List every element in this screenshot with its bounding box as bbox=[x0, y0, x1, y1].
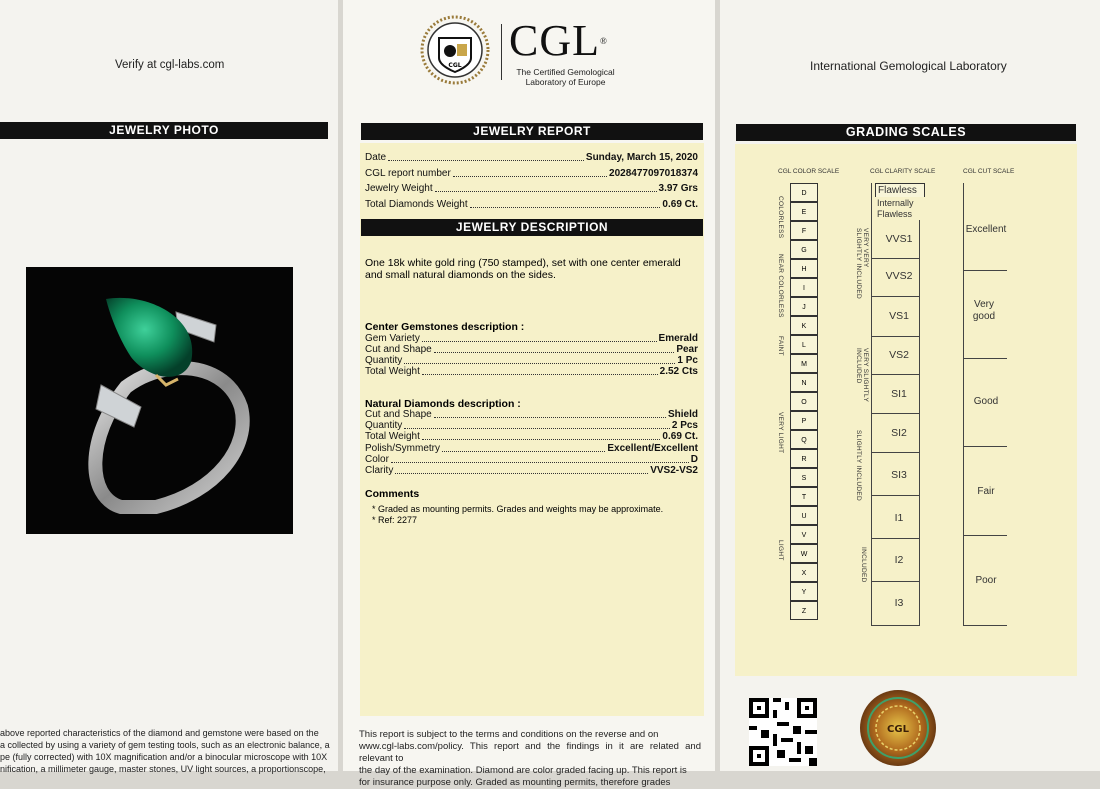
natural-row-clarity: Clarity VVS2-VS2 bbox=[365, 465, 698, 476]
brand-subtitle: The Certified Gemological Laboratory of Europe bbox=[516, 67, 615, 87]
verify-text: Verify at cgl-labs.com bbox=[115, 59, 225, 71]
cut-divider bbox=[963, 270, 1007, 271]
cut-bottom bbox=[963, 625, 1007, 626]
jewelry-photo-header: JEWELRY PHOTO bbox=[0, 122, 328, 139]
clarity-divider bbox=[871, 258, 920, 259]
cgl-seal-logo bbox=[419, 14, 491, 86]
natural-row-polish: Polish/Symmetry Excellent/Excellent bbox=[365, 443, 698, 454]
clarity-grade: I1 bbox=[894, 512, 904, 524]
color-grade: S bbox=[790, 468, 818, 487]
clarity-grade: VS1 bbox=[889, 310, 909, 322]
clarity-group-si: SLIGHTLY INCLUDED bbox=[855, 430, 862, 501]
clarity-divider bbox=[871, 374, 920, 375]
color-group-very-light: VERY LIGHT bbox=[777, 412, 784, 454]
color-grade: X bbox=[790, 563, 818, 582]
hologram-seal bbox=[858, 688, 938, 768]
report-row-number: CGL report number 2028477097018374 bbox=[365, 168, 698, 179]
color-scale-title: CGL COLOR SCALE bbox=[778, 168, 840, 175]
cut-grade: Fair bbox=[977, 486, 995, 497]
color-grade: Z bbox=[790, 601, 818, 620]
jewelry-report-header: JEWELRY REPORT bbox=[361, 123, 703, 140]
clarity-divider bbox=[871, 581, 920, 582]
color-grade: Q bbox=[790, 430, 818, 449]
cut-divider bbox=[963, 535, 1007, 536]
clarity-grade: SI1 bbox=[891, 388, 907, 400]
lab-name: International Gemological Laboratory bbox=[810, 59, 1007, 73]
jewelry-description-header: JEWELRY DESCRIPTION bbox=[361, 219, 703, 236]
color-grade: T bbox=[790, 487, 818, 506]
clarity-bottom bbox=[871, 625, 920, 626]
color-grade: I bbox=[790, 278, 818, 297]
color-grade: V bbox=[790, 525, 818, 544]
color-grade: H bbox=[790, 259, 818, 278]
brand-name: CGL® bbox=[509, 16, 608, 65]
right-panel bbox=[720, 0, 1100, 771]
report-row-date: Date Sunday, March 15, 2020 bbox=[365, 152, 698, 163]
comment-2: * Ref: 2277 bbox=[372, 515, 418, 525]
clarity-internally-flawless: Internally Flawless bbox=[877, 198, 914, 219]
center-row-variety: Gem Variety Emerald bbox=[365, 333, 698, 344]
color-grade: U bbox=[790, 506, 818, 525]
center-gem-heading: Center Gemstones description : bbox=[365, 321, 525, 333]
color-grade: F bbox=[790, 221, 818, 240]
middle-panel bbox=[343, 0, 715, 788]
color-group-colorless: COLORLESS bbox=[777, 196, 784, 239]
cut-scale-title: CGL CUT SCALE bbox=[963, 168, 1015, 175]
clarity-group-vvs: VERY VERY SLIGHTLY INCLUDED bbox=[855, 228, 869, 299]
clarity-group-vs: VERY SLIGHTLY INCLUDED bbox=[855, 348, 869, 402]
qr-code bbox=[749, 698, 817, 766]
color-grade: G bbox=[790, 240, 818, 259]
color-grade: K bbox=[790, 316, 818, 335]
report-row-diamonds-weight: Total Diamonds Weight 0.69 Ct. bbox=[365, 199, 698, 210]
clarity-grade: SI2 bbox=[891, 427, 907, 439]
natural-row-weight: Total Weight 0.69 Ct. bbox=[365, 431, 698, 442]
left-panel bbox=[0, 0, 338, 774]
hologram-label: CGL bbox=[887, 724, 909, 735]
comments-heading: Comments bbox=[365, 488, 420, 500]
cut-grade: Very good bbox=[972, 299, 996, 322]
clarity-column-left bbox=[871, 183, 872, 626]
cut-grade: Excellent bbox=[965, 224, 1007, 235]
center-row-quantity: Quantity 1 Pc bbox=[365, 355, 698, 366]
grading-scales-header: GRADING SCALES bbox=[736, 124, 1076, 141]
cut-grade: Good bbox=[973, 396, 999, 407]
logo-divider bbox=[501, 24, 502, 80]
natural-diamonds-heading: Natural Diamonds description : bbox=[365, 398, 521, 410]
color-grade: Y bbox=[790, 582, 818, 601]
jewelry-description: One 18k white gold ring (750 stamped), set with one center emerald and small natural diamonds on the sides. bbox=[365, 257, 681, 281]
cut-divider bbox=[963, 446, 1007, 447]
left-footnote: above reported characteristics of the diamond and gemstone were based on the a collected by using a variety of gem testing tools, such as an electronic balance, a pe (fully corrected) with 10X magnification and/or a binocular microscope with 10X nification, a millimeter gauge, master stones, UV light sources, a proportionscope, bbox=[0, 728, 330, 774]
natural-row-color: Color D bbox=[365, 454, 698, 465]
color-grade: M bbox=[790, 354, 818, 373]
seal-label: CGL bbox=[448, 62, 462, 69]
clarity-divider bbox=[871, 296, 920, 297]
clarity-divider bbox=[871, 538, 920, 539]
cut-divider bbox=[963, 358, 1007, 359]
color-group-light: LIGHT bbox=[777, 540, 784, 561]
color-grade: J bbox=[790, 297, 818, 316]
clarity-grade: VVS2 bbox=[885, 270, 913, 282]
color-group-faint: FAINT bbox=[777, 336, 784, 356]
report-footer-text: This report is subject to the terms and conditions on the reverse and on www.cgl-labs.com/policy. This report and the findings in it are related and relevant to the day of the examination. Diamond are color graded facing up. This report is for insurance purpose only. Graded as mounting permits, therefore grades bbox=[359, 729, 701, 788]
color-grade: R bbox=[790, 449, 818, 468]
clarity-divider bbox=[871, 452, 920, 453]
color-grade: P bbox=[790, 411, 818, 430]
natural-row-cut: Cut and Shape Shield bbox=[365, 409, 698, 420]
center-row-cut: Cut and Shape Pear bbox=[365, 344, 698, 355]
clarity-grade: SI3 bbox=[891, 469, 907, 481]
report-row-jewelry-weight: Jewelry Weight 3.97 Grs bbox=[365, 183, 698, 194]
color-grade: W bbox=[790, 544, 818, 563]
center-row-weight: Total Weight 2.52 Cts bbox=[365, 366, 698, 377]
comment-1: * Graded as mounting permits. Grades and weights may be approximate. bbox=[372, 504, 664, 514]
color-grade: E bbox=[790, 202, 818, 221]
clarity-divider bbox=[871, 336, 920, 337]
color-grade: L bbox=[790, 335, 818, 354]
color-group-near-colorless: NEAR COLORLESS bbox=[777, 254, 784, 318]
clarity-divider bbox=[871, 495, 920, 496]
color-grade: D bbox=[790, 183, 818, 202]
jewelry-photo bbox=[26, 267, 293, 534]
clarity-grade: I3 bbox=[894, 597, 904, 609]
clarity-flawless: Flawless bbox=[875, 183, 925, 197]
cut-grade: Poor bbox=[975, 575, 997, 586]
color-grade: O bbox=[790, 392, 818, 411]
clarity-grade: VVS1 bbox=[885, 233, 913, 245]
clarity-grade: I2 bbox=[894, 554, 904, 566]
clarity-group-included: INCLUDED bbox=[860, 547, 867, 583]
clarity-divider bbox=[871, 413, 920, 414]
color-grade: N bbox=[790, 373, 818, 392]
clarity-scale-title: CGL CLARITY SCALE bbox=[870, 168, 936, 175]
clarity-grade: VS2 bbox=[889, 349, 909, 361]
natural-row-quantity: Quantity 2 Pcs bbox=[365, 420, 698, 431]
